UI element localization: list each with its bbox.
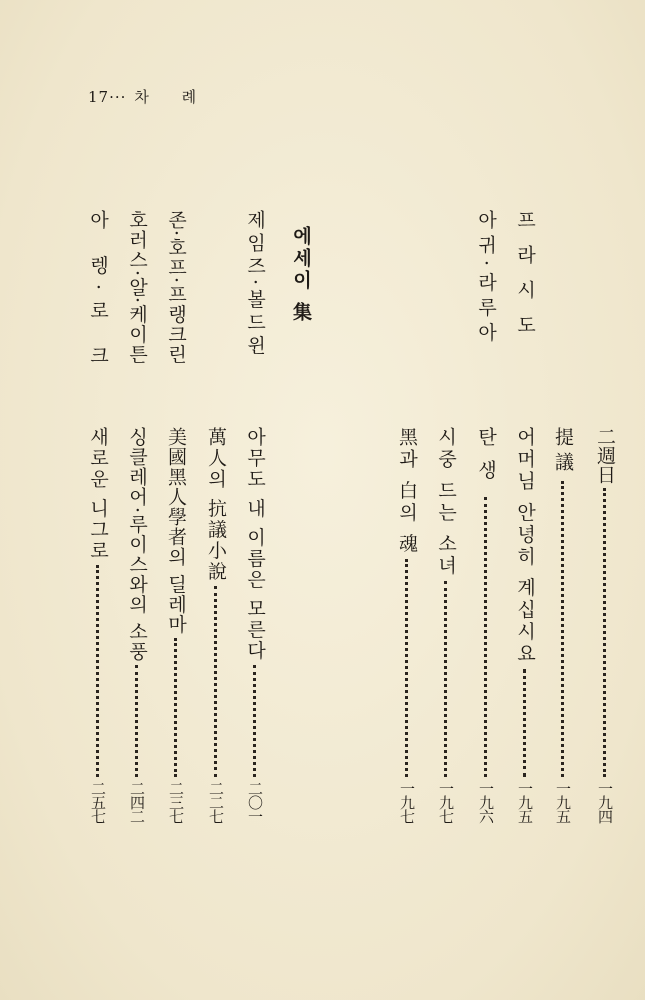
leader-dots — [603, 488, 606, 777]
entry-title: 黑과 白의 魂 — [396, 427, 418, 556]
page-number: 17 — [88, 88, 110, 106]
leader-dots — [523, 669, 526, 777]
running-header — [88, 86, 210, 107]
author-name: 아 렝·로 크 — [87, 210, 109, 375]
entry-title: 提議 — [552, 427, 574, 477]
entry-page: 一九五 — [516, 781, 534, 823]
entry-page: 二五七 — [89, 781, 107, 823]
toc-entry — [595, 427, 614, 823]
entry-page: 一九五 — [554, 781, 572, 823]
toc-entry — [127, 427, 146, 823]
entry-title: 시중 드는 소녀 — [435, 427, 457, 578]
entry-title: 아무도 내 이름은 모른다 — [244, 427, 266, 662]
leader-dots — [484, 497, 487, 777]
entry-page: 二三七 — [167, 781, 185, 823]
toc-entry — [397, 427, 416, 823]
toc-entry — [88, 427, 107, 823]
entry-title: 탄생 — [475, 427, 497, 493]
author-name: 아귀·라루아 — [475, 210, 497, 348]
toc-entry — [553, 427, 572, 823]
toc-entry — [436, 427, 455, 823]
entry-page: 一九七 — [398, 781, 416, 823]
leader-dots — [96, 565, 99, 777]
toc-entry — [166, 427, 185, 823]
entry-page: 二四二 — [128, 781, 146, 823]
leader-dots — [444, 581, 447, 777]
toc-entry — [476, 427, 495, 823]
author-name: 호러스·알·케이튼 — [126, 210, 148, 365]
author-name: 프라시도 — [514, 210, 536, 350]
toc-entry — [245, 427, 264, 823]
leader-dots — [253, 665, 256, 777]
author-name: 제임즈·볼드윈 — [244, 210, 266, 359]
leader-dots — [561, 481, 564, 777]
header-separator: ··· — [109, 88, 127, 106]
entry-page: 一九六 — [477, 781, 495, 823]
entry-title: 새로운 니그로 — [87, 427, 109, 562]
entry-title: 美國黑人學者의 딜레마 — [165, 427, 187, 635]
author-name: 존·호프·프랭크린 — [165, 210, 187, 365]
entry-page: 二二七 — [207, 781, 225, 823]
entry-page: 一九七 — [437, 781, 455, 823]
entry-title: 二週日 — [594, 427, 616, 484]
leader-dots — [405, 559, 408, 777]
entry-page: 二〇一 — [246, 781, 264, 823]
leader-dots — [174, 638, 177, 777]
leader-dots — [214, 586, 217, 777]
entry-page: 一九四 — [596, 781, 614, 823]
entry-title: 어머님 안녕히 계십시요 — [514, 427, 536, 666]
section-title: 에세이 集 — [290, 226, 312, 324]
header-title: 차 례 — [134, 88, 211, 106]
leader-dots — [135, 665, 138, 777]
entry-title: 萬人의 抗議小說 — [205, 427, 227, 583]
toc-entry — [515, 427, 534, 823]
entry-title: 싱클레어·루이스와의 소풍 — [126, 427, 148, 662]
toc-entry — [206, 427, 225, 823]
